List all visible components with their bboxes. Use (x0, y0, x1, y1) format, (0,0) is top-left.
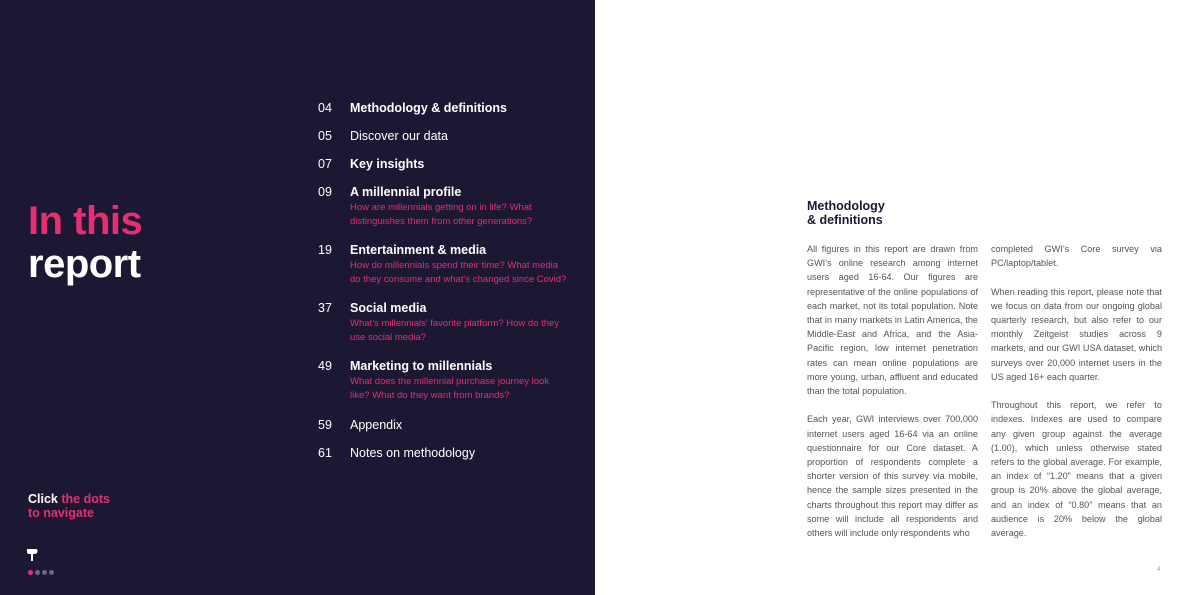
paragraph: Each year, GWI interviews over 700,000 internet users aged 16-64 via an online questionnaire for our Core dataset. A proportion of respondents complete a shorter version of this survey via mobile, hence the sample sizes presented in the charts throughout this report may differ as some will include all respondents and others will include only respondents who (807, 414, 978, 539)
nav-hint-to-navigate: to navigate (28, 506, 94, 520)
toc-title: Discover our data (350, 129, 448, 143)
toc-page-number: 07 (318, 157, 332, 171)
page-title (28, 200, 142, 286)
toc-subtitle: How are millennials getting on in life? What distinguishes them from other generations? (350, 202, 533, 227)
toc-item-discover-data[interactable] (318, 128, 568, 144)
nav-hint-click: Click (28, 492, 58, 506)
gwi-logo-icon (26, 548, 38, 562)
section-heading-line-2: & definitions (807, 213, 883, 227)
toc-item-notes-methodology[interactable] (318, 445, 568, 461)
toc-page-number: 19 (318, 243, 332, 257)
page-navigation-dots (28, 570, 54, 575)
toc-subtitle: What does the millennial purchase journey look like? What do they want from brands? (350, 376, 550, 401)
toc-page-number: 37 (318, 301, 332, 315)
toc-page-number: 49 (318, 359, 332, 373)
text-column-1 (807, 242, 978, 554)
toc-page-number: 04 (318, 101, 332, 115)
toc-item-social-media[interactable] (318, 300, 568, 345)
toc-item-millennial-profile[interactable] (318, 184, 568, 229)
toc-item-key-insights[interactable] (318, 156, 568, 172)
paragraph: When reading this report, please note that we focus on data from our ongoing global quarterly research, but also refer to our monthly Zeitgeist studies across 9 markets, and our GWI USA dataset, which surveys over 20,000 internet users in the US aged 16+ each quarter. (991, 286, 1162, 382)
toc-subtitle: What’s millennials’ favorite platform? How do they use social media? (350, 318, 560, 343)
toc-title: Entertainment & media (350, 243, 487, 257)
paragraph: Throughout this report, we refer to indexes. Indexes are used to compare any given group against the average (1.00), which unless otherwise stated refers to the global average. For example, an index of “1.20” means that a given group is 20% above the global average, and an index of “0.80” means that an audience is 20% below the global average. (991, 400, 1162, 539)
nav-dot-1[interactable] (28, 570, 33, 575)
toc-page-number: 09 (318, 185, 332, 199)
text-column-2 (991, 242, 1162, 554)
nav-dot-3[interactable] (42, 570, 47, 575)
body-text-columns (807, 242, 1162, 554)
title-line-1: In this (28, 199, 143, 243)
toc-page-number: 59 (318, 418, 332, 432)
toc-title: Social media (350, 301, 427, 315)
page-number: 4 (1157, 567, 1161, 573)
paragraph: All figures in this report are drawn from GWI’s online research among internet users aged 16-64. Our figures are representative of the online populations of each market, not its total population. Note that in many markets in Latin America, the Middle-East and Africa, and the Asia-Pacific region, low internet penetration rates can mean online populations are more young, urban, affluent and educated than the total population. (807, 244, 978, 397)
toc-title: A millennial profile (350, 185, 462, 199)
toc-title: Marketing to millennials (350, 359, 493, 373)
toc-subtitle: How do millennials spend their time? What media do they consume and what’s changed since Covid? (350, 260, 567, 285)
title-line-2: report (28, 242, 141, 286)
toc-page-number: 05 (318, 129, 332, 143)
section-heading (807, 199, 885, 227)
section-heading-line-1: Methodology (807, 199, 885, 213)
toc-item-methodology[interactable] (318, 100, 568, 116)
toc-title: Key insights (350, 157, 425, 171)
nav-dot-4[interactable] (49, 570, 54, 575)
navigation-hint (28, 492, 110, 520)
nav-dot-2[interactable] (35, 570, 40, 575)
toc-item-marketing[interactable] (318, 358, 568, 403)
right-page (595, 0, 1190, 595)
toc-page-number: 61 (318, 446, 332, 460)
table-of-contents (318, 100, 568, 461)
toc-title: Appendix (350, 418, 403, 432)
nav-hint-the-dots: the dots (61, 492, 110, 506)
toc-item-appendix[interactable] (318, 417, 568, 433)
toc-title: Methodology & definitions (350, 101, 507, 115)
toc-title: Notes on methodology (350, 446, 476, 460)
paragraph: completed GWI’s Core survey via PC/laptop/tablet. (991, 244, 1162, 269)
toc-item-entertainment-media[interactable] (318, 242, 568, 287)
